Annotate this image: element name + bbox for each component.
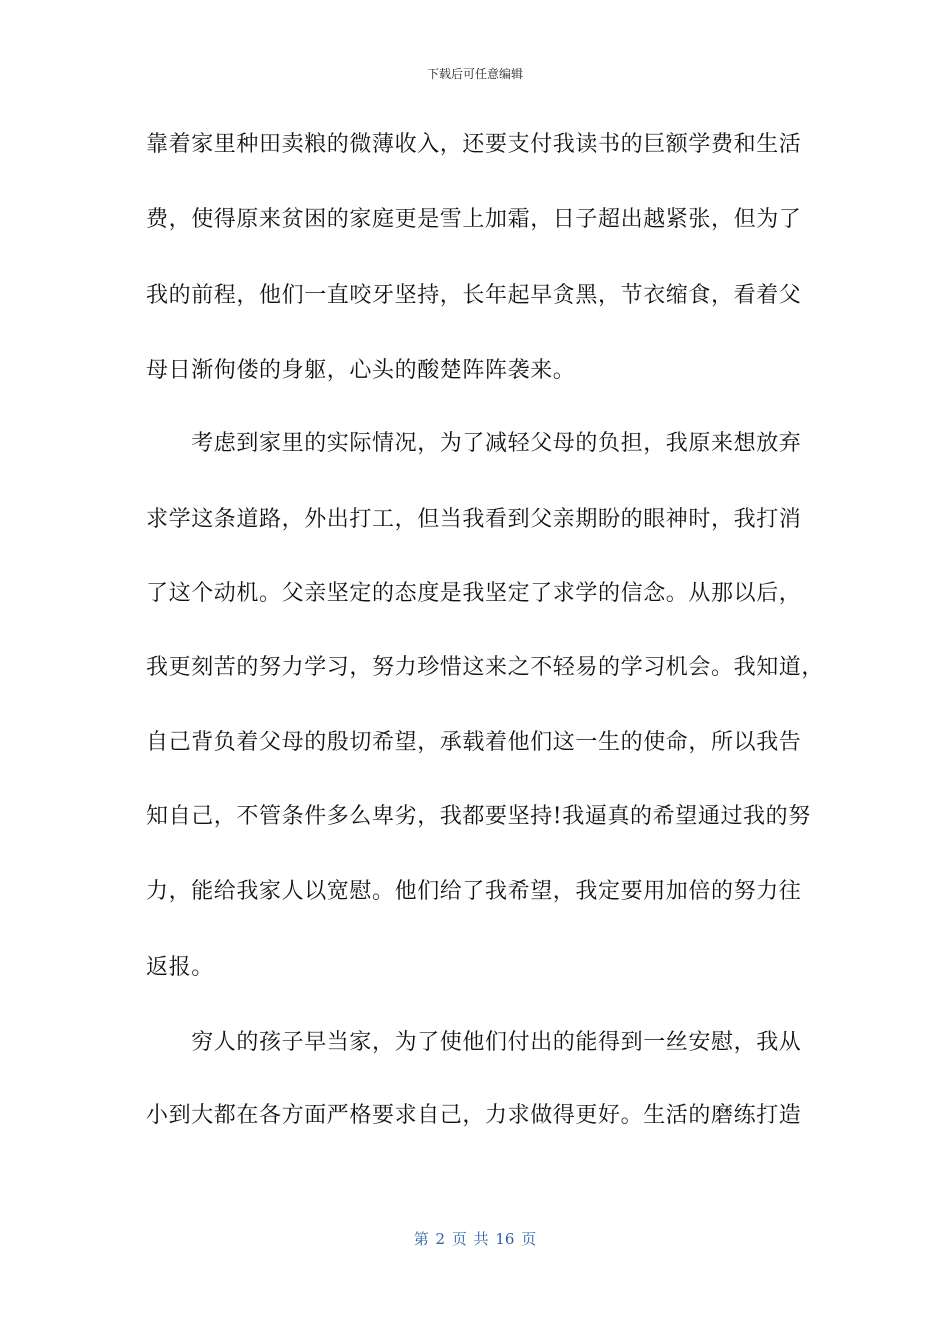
text-line: 自己背负着父母的殷切希望，承载着他们这一生的使命，所以我告	[146, 730, 802, 755]
text-line: 费，使得原来贫困的家庭更是雪上加霜，日子超出越紧张，但为了	[146, 207, 802, 232]
text-line: 我更刻苦的努力学习，努力珍惜这来之不轻易的学习机会。我知道，	[146, 655, 825, 680]
text-line: 靠着家里种田卖粮的微薄收入，还要支付我读书的巨额学费和生活	[146, 132, 802, 157]
text-line: 考虑到家里的实际情况，为了减轻父母的负担，我原来想放弃	[146, 431, 802, 456]
text-line: 我的前程，他们一直咬牙坚持，长年起早贪黑，节衣缩食，看着父	[146, 283, 802, 308]
text-line: 求学这条道路，外出打工，但当我看到父亲期盼的眼神时，我打消	[146, 507, 802, 532]
text-line: 母日渐佝偻的身躯，心头的酸楚阵阵袭来。	[146, 358, 576, 383]
text-line: 了这个动机。父亲坚定的态度是我坚定了求学的信念。从那以后，	[146, 581, 802, 606]
text-line: 力，能给我家人以宽慰。他们给了我希望，我定要用加倍的努力往	[146, 879, 802, 904]
text-line: 知自己，不管条件多么卑劣，我都要坚持!我逼真的希望通过我的努	[146, 804, 811, 829]
text-line: 返报。	[146, 955, 214, 980]
text-line: 小到大都在各方面严格要求自己，力求做得更好。生活的磨练打造	[146, 1103, 802, 1128]
text-line: 穷人的孩子早当家，为了使他们付出的能得到一丝安慰，我从	[146, 1030, 802, 1055]
page-header: 下载后可任意编辑	[426, 67, 523, 81]
page-number-footer: 第 2 页 共 16 页	[413, 1230, 537, 1248]
